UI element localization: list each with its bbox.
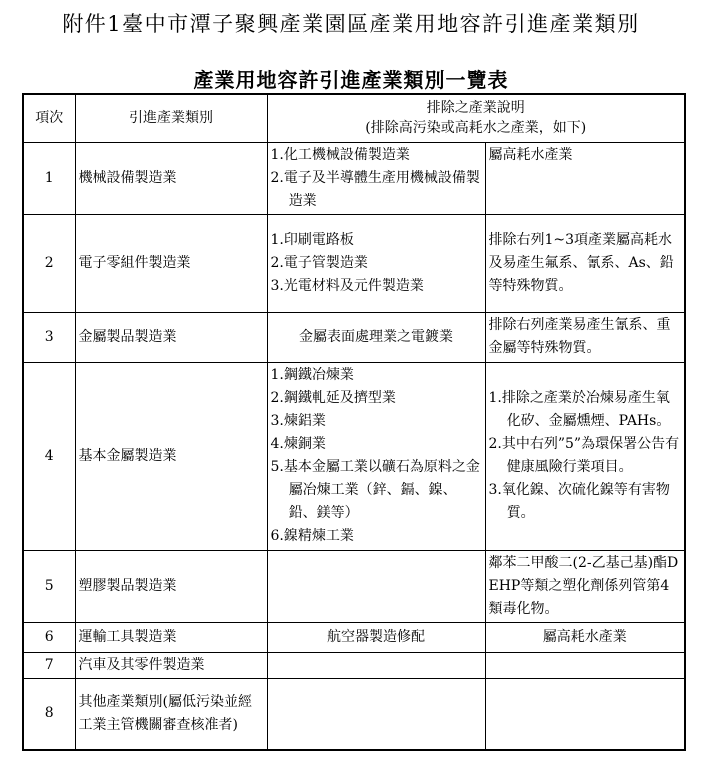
table-row: [23, 362, 685, 550]
excluded-item: 5.基本金屬工業以礦石為原料之金屬冶煉工業（鋅、鎘、鎳、鉛、鎂等）: [270, 459, 480, 521]
excluded-item: 6.鎳精煉工業: [270, 528, 354, 544]
row-category: 電子零組件製造業: [75, 214, 267, 312]
excluded-item: 3.光電材料及元件製造業: [270, 277, 424, 294]
row-note: [485, 652, 685, 678]
note-text: 鄰苯二甲酸二(2-乙基己基)酯DEHP等類之塑化劑係列管第4類毒化物。: [488, 554, 679, 617]
header-excluded-title: 排除之產業說明: [426, 100, 525, 117]
excluded-item: 1.鋼鐵冶煉業: [270, 367, 354, 383]
table-row: [23, 142, 685, 214]
row-number: 6: [23, 622, 75, 652]
row-category: 機械設備製造業: [75, 142, 267, 214]
row-number: 1: [23, 142, 75, 214]
row-note: [485, 622, 685, 652]
row-note: [485, 362, 685, 550]
note-text: 2.其中右列”5”為環保署公告有健康風險行業項目。: [488, 436, 680, 475]
table-row: [23, 312, 685, 362]
row-note: [485, 142, 685, 214]
table-title: 產業用地容許引進產業類別一覽表: [193, 68, 509, 92]
table-row: [23, 652, 685, 678]
excluded-item: 2.電子及半導體生產用機械設備製造業: [270, 169, 480, 209]
excluded-item: 1.印刷電路板: [270, 231, 354, 248]
note-text: 排除右列1~3項產業屬高耗水及易產生氟系、氰系、As、鉛等特殊物質。: [488, 231, 674, 294]
table-row: [23, 550, 685, 622]
excluded-item: 1.化工機械設備製造業: [270, 146, 410, 163]
excluded-item: 2.電子管製造業: [270, 254, 368, 271]
note-text: 屬高耗水產業: [542, 628, 627, 645]
table-row: [23, 214, 685, 312]
industry-category-table: [22, 93, 686, 751]
row-number: 5: [23, 550, 75, 622]
note-text: 屬高耗水產業: [488, 146, 573, 163]
row-number: 4: [23, 362, 75, 550]
row-excluded: [267, 622, 485, 652]
table-row: [23, 622, 685, 652]
row-number: 3: [23, 312, 75, 362]
row-number: 2: [23, 214, 75, 312]
row-excluded: [267, 678, 485, 750]
row-category: 基本金屬製造業: [75, 362, 267, 550]
excluded-item: 金屬表面處理業之電鍍業: [299, 328, 453, 345]
header-excluded: [267, 94, 685, 142]
row-category: 運輸工具製造業: [75, 622, 267, 652]
row-note: [485, 214, 685, 312]
row-excluded: [267, 652, 485, 678]
note-text: 1.排除之產業於冶煉易產生氧化矽、金屬燻煙、PAHs。: [488, 390, 671, 429]
row-excluded: [267, 214, 485, 312]
row-category: 其他產業類別(屬低污染並經工業主管機關審查核准者): [75, 678, 267, 750]
row-note: [485, 678, 685, 750]
row-number: 8: [23, 678, 75, 750]
excluded-item: 2.鋼鐵軋延及擠型業: [270, 390, 396, 406]
document-title: 附件1臺中市潭子聚興產業園區產業用地容許引進產業類別: [62, 12, 640, 36]
excluded-item: 4.煉銅業: [270, 436, 326, 452]
row-category: 塑膠製品製造業: [75, 550, 267, 622]
row-note: [485, 312, 685, 362]
note-text: 3.氧化鎳、次硫化鎳等有害物質。: [488, 482, 670, 521]
row-excluded: [267, 362, 485, 550]
row-category: 金屬製品製造業: [75, 312, 267, 362]
table-row: [23, 678, 685, 750]
row-excluded: [267, 312, 485, 362]
header-excluded-subtitle: (排除高污染或高耗水之產業，如下): [365, 120, 587, 137]
note-text: 排除右列產業易產生氰系、重金屬等特殊物質。: [488, 317, 671, 356]
row-category: 汽車及其零件製造業: [75, 652, 267, 678]
header-category: 引進產業類別: [75, 94, 267, 142]
header-item-no: 項次: [23, 94, 75, 142]
excluded-item: 航空器製造修配: [327, 628, 425, 645]
row-excluded: [267, 142, 485, 214]
row-excluded: [267, 550, 485, 622]
row-number: 7: [23, 652, 75, 678]
table-header-row: [23, 94, 685, 142]
row-note: [485, 550, 685, 622]
excluded-item: 3.煉鋁業: [270, 413, 326, 429]
